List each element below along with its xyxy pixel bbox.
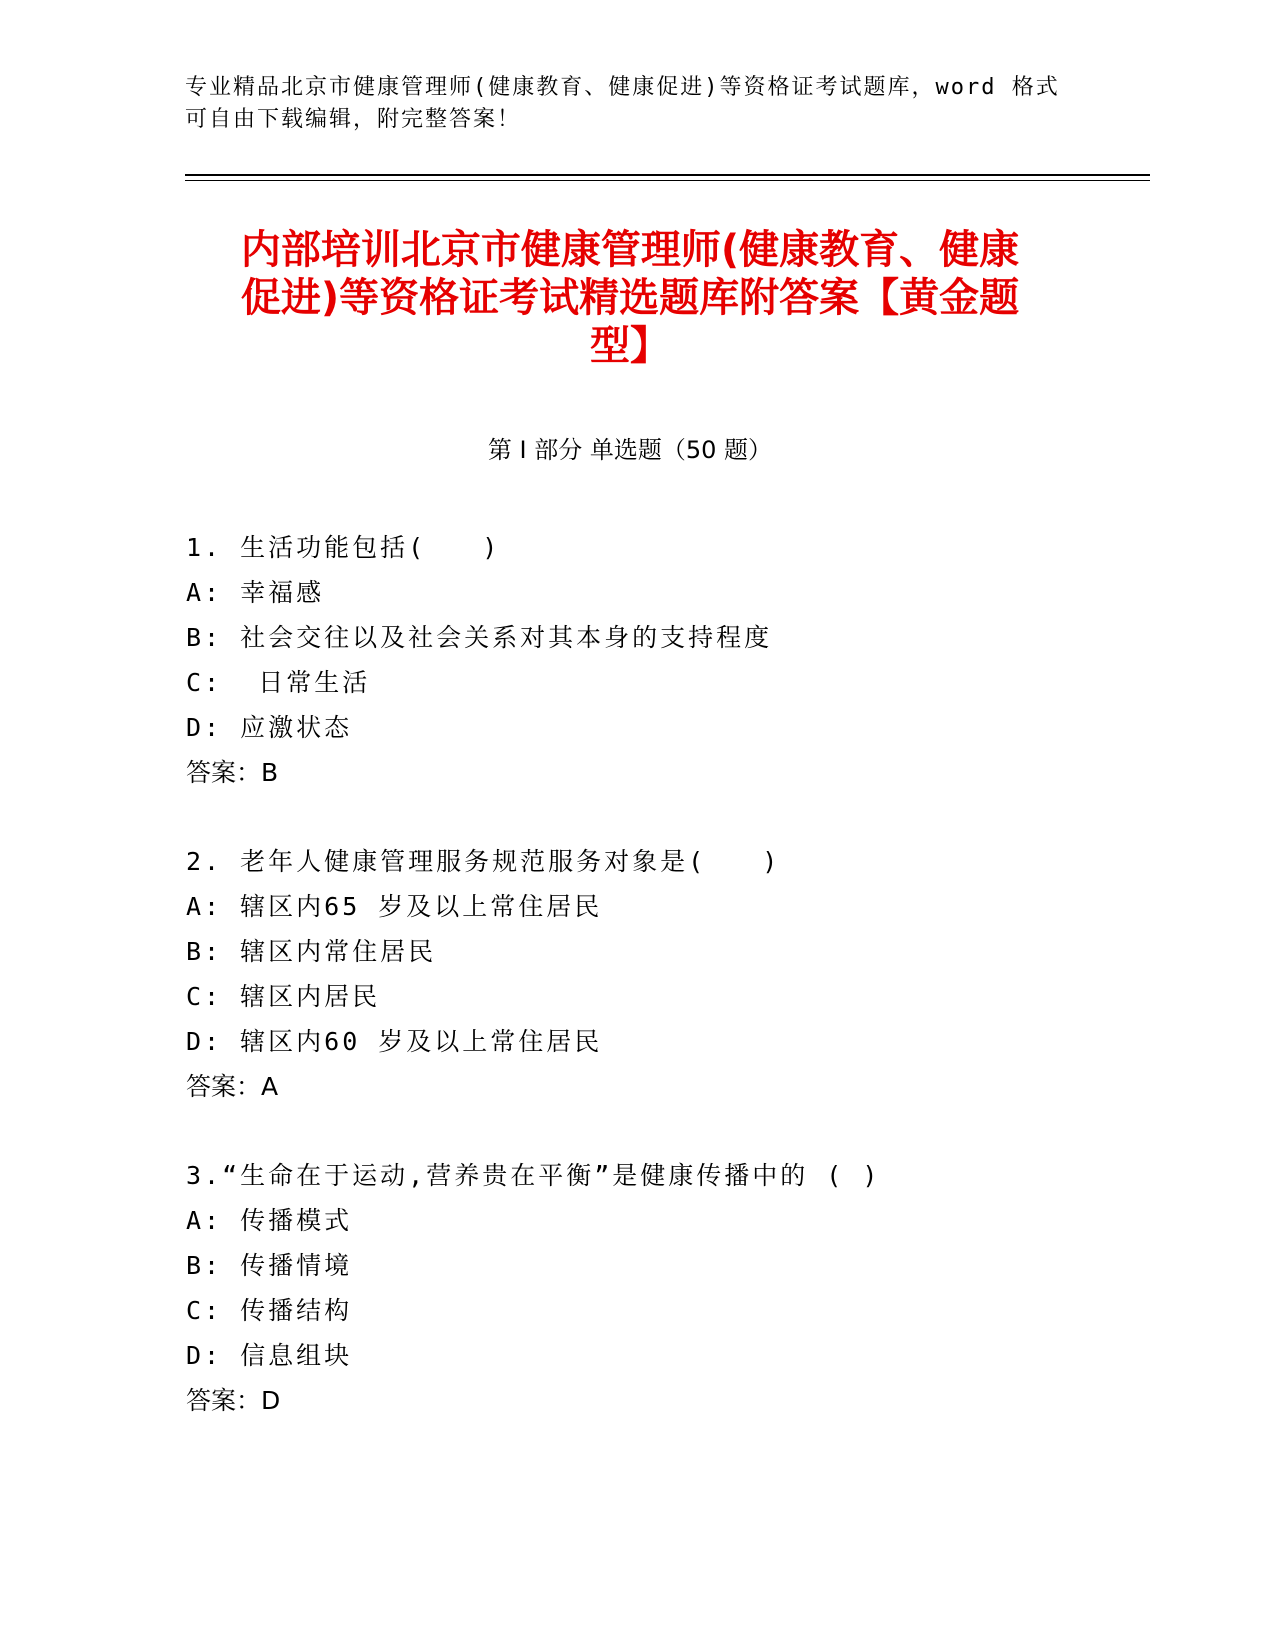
- option-c: C: 传播结构: [186, 1296, 353, 1325]
- section-title: 第 I 部分 单选题（50 题）: [487, 436, 773, 464]
- option-d: D: 辖区内60 岁及以上常住居民: [186, 1027, 603, 1056]
- option-a: A: 传播模式: [186, 1206, 353, 1235]
- answer: 答案：A: [186, 1072, 279, 1101]
- question-stem: 2. 老年人健康管理服务规范服务对象是( ): [186, 847, 781, 876]
- option-b: B: 社会交往以及社会关系对其本身的支持程度: [186, 623, 773, 652]
- document-title-line-3: 型】: [590, 323, 670, 369]
- question-stem: 1. 生活功能包括( ): [186, 533, 501, 562]
- document-title: [185, 226, 1075, 370]
- question-1: [186, 525, 1086, 795]
- question-3: [186, 1153, 1086, 1423]
- option-b: B: 辖区内常住居民: [186, 937, 437, 966]
- option-d: D: 信息组块: [186, 1341, 353, 1370]
- option-b: B: 传播情境: [186, 1251, 353, 1280]
- option-a: A: 幸福感: [186, 578, 325, 607]
- header-note-line-1: 专业精品北京市健康管理师(健康教育、健康促进)等资格证考试题库，word 格式: [185, 75, 1060, 100]
- option-d: D: 应激状态: [186, 713, 353, 742]
- option-c: C: 辖区内居民: [186, 982, 381, 1011]
- question-list: [186, 525, 1086, 1467]
- document-title-line-1: 内部培训北京市健康管理师(健康教育、健康: [240, 227, 1020, 273]
- option-c: C: 日常生活: [186, 668, 371, 697]
- answer: 答案：D: [186, 1386, 281, 1415]
- option-a: A: 辖区内65 岁及以上常住居民: [186, 892, 603, 921]
- question-2: [186, 839, 1086, 1109]
- header-note-line-2: 可自由下载编辑，附完整答案！: [185, 107, 522, 132]
- document-title-line-2: 促进)等资格证考试精选题库附答案【黄金题: [240, 275, 1020, 321]
- header-note: [185, 72, 1065, 136]
- answer: 答案：B: [186, 758, 279, 787]
- header-divider-thick: [185, 174, 1150, 176]
- question-stem: 3.“生命在于运动,营养贵在平衡”是健康传播中的 ( ): [186, 1161, 881, 1190]
- header-divider-thin: [185, 180, 1150, 181]
